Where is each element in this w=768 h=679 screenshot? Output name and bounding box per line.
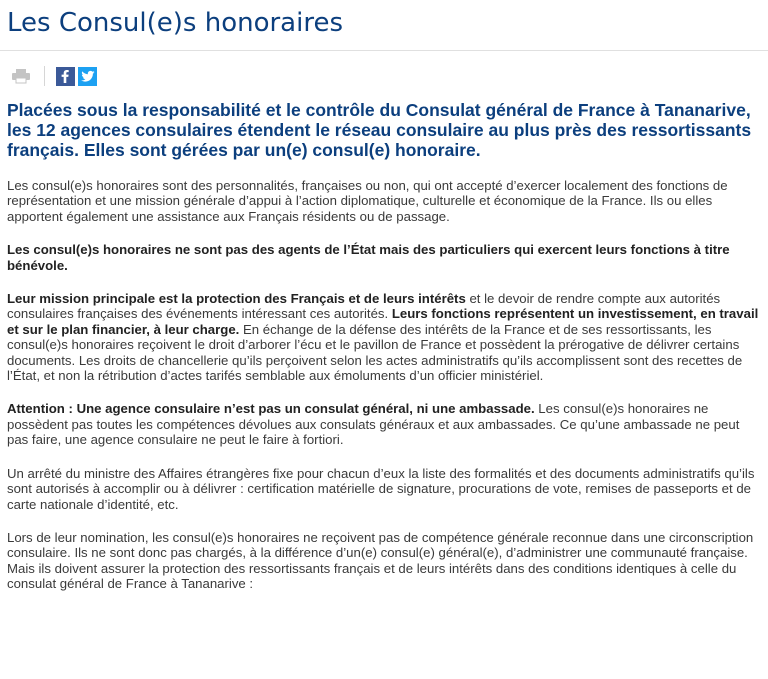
page-title: Les Consul(e)s honoraires [7, 8, 343, 38]
share-divider [44, 66, 45, 86]
investment-emphasis: Leurs fonctions représentent un investissement, en travail et sur le plan financier, à leur charge. [7, 306, 759, 337]
facebook-share-button[interactable] [56, 67, 75, 86]
paragraph-role: Les consul(e)s honoraires sont des personnalités, françaises ou non, qui ont accepté d’exercer localement des fonctions de représentation et une mission générale d’appui à l’action diplomatique, culturelle et économique de la France. Ils ou elles apportent également une assistance aux Français résidents ou de passage. [7, 178, 728, 224]
twitter-icon [78, 67, 97, 86]
attention-emphasis: Attention : Une agence consulaire n’est pas un consulat général, ni une ambassade. [7, 401, 535, 417]
paragraph-mission [7, 291, 762, 383]
volunteer-status-text: Les consul(e)s honoraires ne sont pas des agents de l’État mais des particuliers qui exercent leurs fonctions à titre bénévole. [7, 242, 730, 273]
investment-text: En échange de la défense des intérêts de la France et de ses ressortissants, les consul(e)s honoraires reçoivent le droit d’arborer l’écu et le pavillon de France et possèdent la prérogative de délivrer certains documents. Les droits de chancellerie qu’ils perçoivent selon les actes administratifs qu’ils accomplissent sont des recettes de l’État, et non la rétribution d’actes tarifés semblable aux émoluments d’un officier ministériel. [7, 321, 743, 384]
paragraph-nomination: Lors de leur nomination, les consul(e)s honoraires ne reçoivent pas de compétence générale reconnue dans une circonscription consulaire. Ils ne sont donc pas chargés, à la différence d’un(e) consul(e) général(e), d’administrer une communauté française. Mais ils doivent assurer la protection des ressortissants français et de leurs intérêts dans des conditions identiques à celle du consulat général de France à Tananarive : [7, 529, 754, 592]
paragraph-volunteer-status [7, 242, 762, 273]
mission-emphasis: Leur mission principale est la protection des Français et de leurs intérêts [7, 291, 466, 307]
print-button[interactable] [11, 68, 31, 84]
facebook-icon [56, 67, 75, 86]
share-toolbar [0, 51, 768, 86]
paragraph-decree: Un arrêté du ministre des Affaires étrangères fixe pour chacun d’eux la liste des formalités et des documents administratifs qu’ils sont autorisés à accomplir ou à délivrer : certification matérielle de signature, procurations de vote, remises de passeports et de carte nationale d’identité, etc. [7, 465, 755, 512]
print-icon [11, 68, 31, 84]
attention-text: Les consul(e)s honoraires ne possèdent pas toutes les compétences dévolues aux consulats généraux et aux ambassades. Ce qu’une ambassade ne peut pas faire, une agence consulaire ne peut le faire à fortiori. [7, 401, 740, 448]
paragraph-attention [7, 401, 762, 447]
lead-paragraph: Placées sous la responsabilité et le contrôle du Consulat général de France à Tananarive, les 12 agences consulaires étendent le réseau consulaire au plus près des ressortissants français. Elles sont gérées par un(e) consul(e) honoraire. [7, 100, 752, 160]
mission-text: et le devoir de rendre compte aux autorités consulaires françaises des événements intéressant ces autorités. [7, 291, 721, 322]
twitter-share-button[interactable] [78, 67, 97, 86]
